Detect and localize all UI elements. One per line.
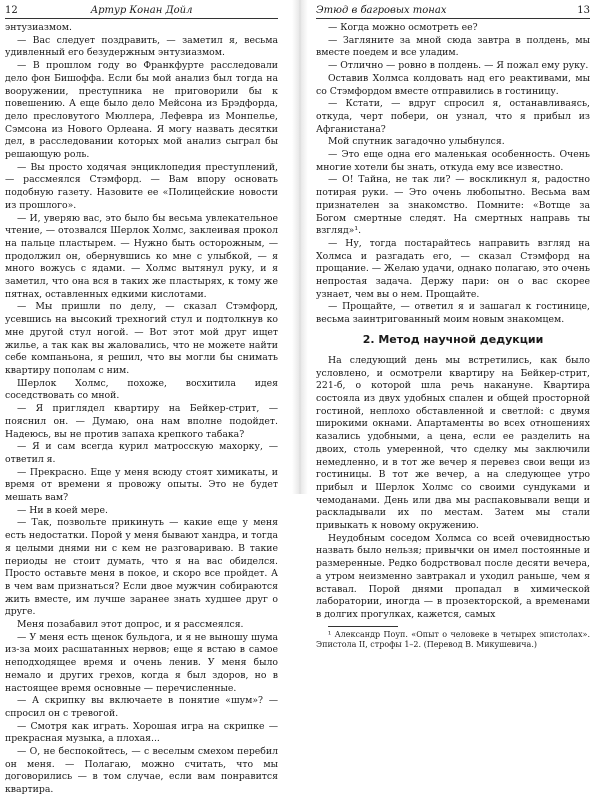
left-page-number: 12 xyxy=(5,5,18,16)
paragraph: — Так, позвольте прикинуть — какие еще у меня есть недостатки. Порой у меня бывают хандра, и тогда я целыми днями ни с кем не разговариваю. В такие периоды не стоит думать, что я на вас обиделся. Просто оставьте меня в покое, и скоро все пройдет. А в чем вам признаться? Если двое мужчин собираются жить вместе, им лучше заранее знать худшее друг о друге. xyxy=(5,517,278,618)
right-page-number: 13 xyxy=(577,5,590,16)
right-header-rule xyxy=(316,18,590,19)
chapter-title: 2. Метод научной дедукции xyxy=(362,332,544,346)
paragraph: На следующий день мы встретились, как было условлено, и осмотрели квартиру на Бейкер-стрит, 221-б, о которой шла речь накануне. Квартира состояла из двух удобных спален и общей просторной гостиной, неплохо обставленной и светлой: с двумя широкими окнами. Апартаменты во всех отношениях казались удобными, а цена, если ее разделить на двоих, столь умеренной, что сделку мы заключили немедленно, и в тот же вечер я перевез свои вещи из гостиницы. В тот же вечер, а на следующее утро прибыл и Шерлок Холмс со своими сундуками и чемоданами. День или два мы распаковывали вещи и раскладывали их по местам. Затем мы стали привыкать к новому окружению. xyxy=(316,354,590,532)
paragraph: энтузиазмом. xyxy=(5,22,72,33)
right-page xyxy=(308,0,600,650)
paragraph: — Смотря как играть. Хорошая игра на скрипке — прекрасная музыка, а плохая... xyxy=(5,720,278,745)
left-header-rule xyxy=(5,18,278,19)
paragraph: — Загляните за мной сюда завтра в полдень, мы вместе поедем и все уладим. xyxy=(316,34,590,59)
left-page-text xyxy=(5,22,278,797)
footnote-rule xyxy=(328,626,398,627)
paragraph: — Прекрасно. Еще у меня всюду стоят химикаты, и время от времени я провожу опыты. Это не будет мешать вам? xyxy=(5,466,278,504)
paragraph: — Кстати, — вдруг спросил я, останавливаясь, откуда, черт побери, он узнал, что я прибыл из Афганистана? xyxy=(316,98,590,135)
paragraph: — Вас следует поздравить, — заметил я, весьма удивленный его безудержным энтузиазмом. xyxy=(5,34,278,59)
paragraph: — Я и сам всегда курил матросскую махорку, — ответил я. xyxy=(5,441,278,465)
paragraph: — И, уверяю вас, это было бы весьма увлекательное чтение, — отозвался Шерлок Холмс, заклеивая прокол на пальце пластырем. — Нужно быть осторожным, — продолжил он, обернувшись ко мне с улыбкой, — я много вожусь с ядами. — Холмс вытянул руку, и я заметил, что она вся в таких же пластырях, к тому же пятнах, оставленных едкими кислотами. xyxy=(5,212,278,300)
paragraph: — Ну, тогда постарайтесь направить взгляд на Холмса и разгадать его, — сказал Стэмфорд на прощание. — Желаю удачи, однако полагаю, это очень непростая задача. Держу пари: он о вас скорее узнает, чем вы о нем. Прощайте. xyxy=(316,237,590,300)
right-running-head: Этюд в багровых тонах xyxy=(316,5,447,16)
left-running-head: Артур Конан Дойл xyxy=(90,5,193,16)
right-page-text xyxy=(316,22,590,651)
book-gutter xyxy=(292,0,308,494)
left-page xyxy=(0,0,292,796)
right-page-header xyxy=(316,4,590,17)
paragraph: — Прощайте, — ответил я и зашагал к гостинице, весьма заинтригованный моим новым знакомцем. xyxy=(316,301,590,326)
paragraph: Шерлок Холмс, похоже, восхитила идея соседствовать со мной. xyxy=(5,377,278,402)
paragraph: — Ни в коей мере. xyxy=(17,504,108,516)
paragraph: — У меня есть щенок бульдога, и я не выношу шума из-за моих расшатанных нервов; еще я встаю в самое неподходящее время и очень ленив. У меня было немало и других грехов, когда я был здоров, но в настоящее время основные — перечисленные. xyxy=(5,631,278,694)
paragraph: Неудобным соседом Холмса со всей очевидностью назвать было нельзя; привычки он имел постоянные и размеренные. Редко бодрствовал после десяти вечера, а утром неизменно завтракал и уходил раньше, чем я вставал. Порой днями пропадал в химической лаборатории, иногда — в прозекторской, а временами в долгих прогулках, кажется, самых xyxy=(316,532,590,620)
paragraph: Мой спутник загадочно улыбнулся. xyxy=(328,136,505,148)
paragraph: Меня позабавил этот допрос, и я рассмеялся. xyxy=(17,619,244,631)
paragraph: — О! Тайна, не так ли? — воскликнул я, радостно потирая руки. — Это очень любопытно. Весьма вам признателен за знакомство. Помните: «Вотще за Богом смертные следят. На смертных направь ты взгляд»¹. xyxy=(316,174,590,237)
paragraph: — Мы пришли по делу, — сказал Стэмфорд, усевшись на высокий трехногий стул и подтолкнув ко мне другой стул ногой. — Вот этот мой друг ищет жилье, а так как вы жаловались, что не можете найти себе компаньона, я решил, что вы могли бы снимать квартиру пополам с ним. xyxy=(5,301,278,376)
paragraph: — Это еще одна его маленькая особенность. Очень многие хотели бы знать, откуда ему все известно. xyxy=(316,149,590,173)
paragraph: — Вы просто ходячая энциклопедия преступлений, — рассмеялся Стэмфорд. — Вам впору основать подобную газету. Назовите ее «Полицейские новости из прошлого». xyxy=(5,161,278,211)
paragraph: — Отлично — ровно в полдень. — Я пожал ему руку. xyxy=(328,60,589,72)
paragraph: — А скрипку вы включаете в понятие «шум»? — спросил он с тревогой. xyxy=(5,695,278,719)
paragraph: — Я приглядел квартиру на Бейкер-стрит, — пояснил он. — Думаю, она нам вполне подойдет. Надеюсь, вы не против запаха крепкого табака? xyxy=(5,403,278,440)
footnote: ¹ Александр Поуп. «Опыт о человеке в четырех эпистолах». Эпистола II, строфы 1–2. (Перевод В. Микушевича.) xyxy=(316,629,590,650)
paragraph: — О, не беспокойтесь, — с веселым смехом перебил он меня. — Полагаю, можно считать, что мы договорились — в том случае, если вам понравится квартира. xyxy=(5,746,278,796)
left-page-header xyxy=(5,4,278,17)
paragraph: Оставив Холмса колдовать над его реактивами, мы со Стэмфордом вместе отправились в гостиницу. xyxy=(316,72,590,97)
paragraph: — В прошлом году во Франкфурте расследовали дело фон Бишоффа. Если бы мой анализ был тогда на вооружении, преступника не приговорили бы к повешению. А еще было дело Мейсона из Брэдфорда, дело пресловутого Мюллера, Лефевра из Монпелье, Сэмсона из Нового Орлеана. Я могу назвать десятки дел, в расследовании которых мой анализ сыграл бы решающую роль. xyxy=(5,60,278,161)
paragraph: — Когда можно осмотреть ее? xyxy=(328,22,478,33)
